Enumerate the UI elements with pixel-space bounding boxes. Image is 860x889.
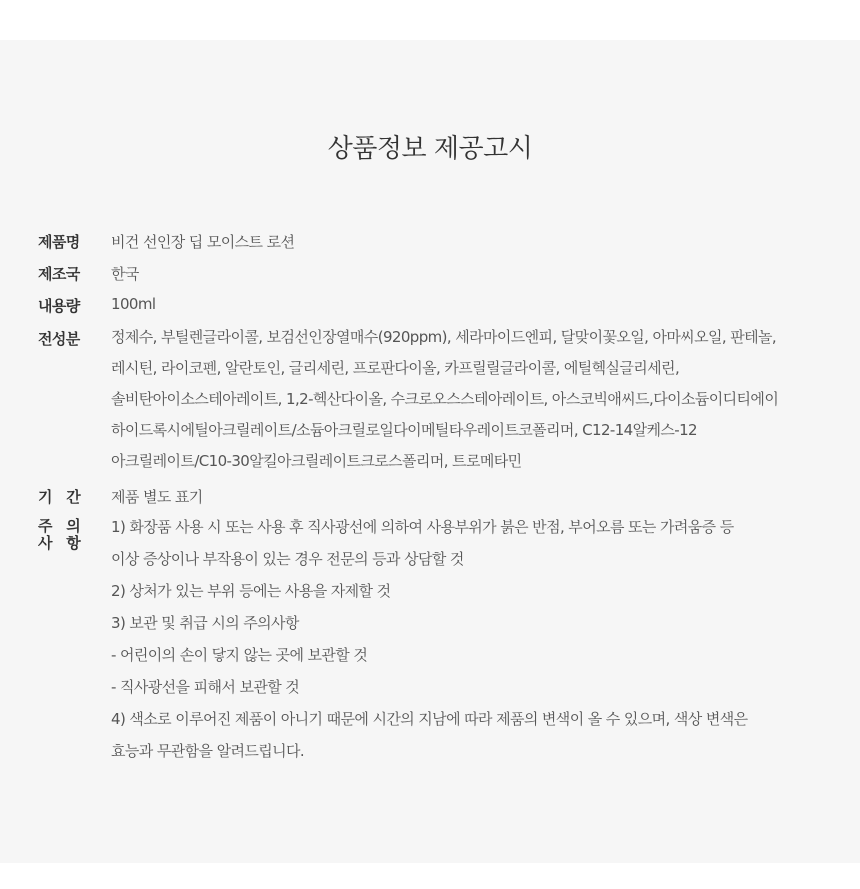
volume-value: 100ml xyxy=(111,295,156,313)
ingredients-line: 솔비탄아이소스테아레이트, 1,2-헥산다이올, 수크로오스스테아레이트, 아스코빅애씨드,다이소듐이디티에이 xyxy=(111,390,779,408)
period-value: 제품 별도 표기 xyxy=(111,488,203,506)
period-label: 기 간 xyxy=(38,488,81,506)
caution-line: - 어린이의 손이 닿지 않는 곳에 보관할 것 xyxy=(111,646,368,664)
caution-label-line: 주 의 xyxy=(38,517,81,535)
ingredients-value xyxy=(111,322,778,477)
caution-line: 3) 보관 및 취급 시의 주의사항 xyxy=(111,614,299,632)
ingredients-label: 전성분 xyxy=(38,330,80,348)
product-name-label: 제품명 xyxy=(38,233,80,251)
row-ingredients xyxy=(38,328,853,488)
caution-value xyxy=(111,511,748,767)
row-caution xyxy=(38,518,853,768)
ingredients-line: 하이드록시에틸아크릴레이트/소듐아크릴로일다이메틸타우레이트코폴리머, C12-14알케스-12 xyxy=(111,421,697,439)
caution-label-line: 사 항 xyxy=(38,534,81,552)
ingredients-line: 레시틴, 라이코펜, 알란토인, 글리세린, 프로판다이올, 카프릴릴글라이콜, 에틸헥실글리세린, xyxy=(111,359,680,377)
volume-label: 내용량 xyxy=(38,297,80,315)
country-value: 한국 xyxy=(111,265,139,283)
caution-line: - 직사광선을 피해서 보관할 것 xyxy=(111,678,300,696)
page-title: 상품정보 제공고시 xyxy=(327,134,533,164)
caution-line: 효능과 무관함을 알려드립니다. xyxy=(111,742,305,760)
ingredients-line: 정제수, 부틸렌글라이콜, 보검선인장열매수(920ppm), 세라마이드엔피, 달맞이꽃오일, 아마씨오일, 판테놀, xyxy=(111,328,777,346)
caution-line: 이상 증상이나 부작용이 있는 경우 전문의 등과 상담할 것 xyxy=(111,550,464,568)
country-label: 제조국 xyxy=(38,265,80,283)
caution-label xyxy=(38,518,108,552)
caution-line: 2) 상처가 있는 부위 등에는 사용을 자제할 것 xyxy=(111,582,391,600)
ingredients-line: 아크릴레이트/C10-30알킬아크릴레이트크로스폴리머, 트로메타민 xyxy=(111,452,522,470)
caution-line: 1) 화장품 사용 시 또는 사용 후 직사광선에 의하여 사용부위가 붉은 반점, 부어오름 또는 가려움증 등 xyxy=(111,518,734,536)
caution-line: 4) 색소로 이루어진 제품이 아니기 때문에 시간의 지남에 따라 제품의 변색이 올 수 있으며, 색상 변색은 xyxy=(111,710,748,728)
product-name-value: 비건 선인장 딥 모이스트 로션 xyxy=(111,233,295,251)
